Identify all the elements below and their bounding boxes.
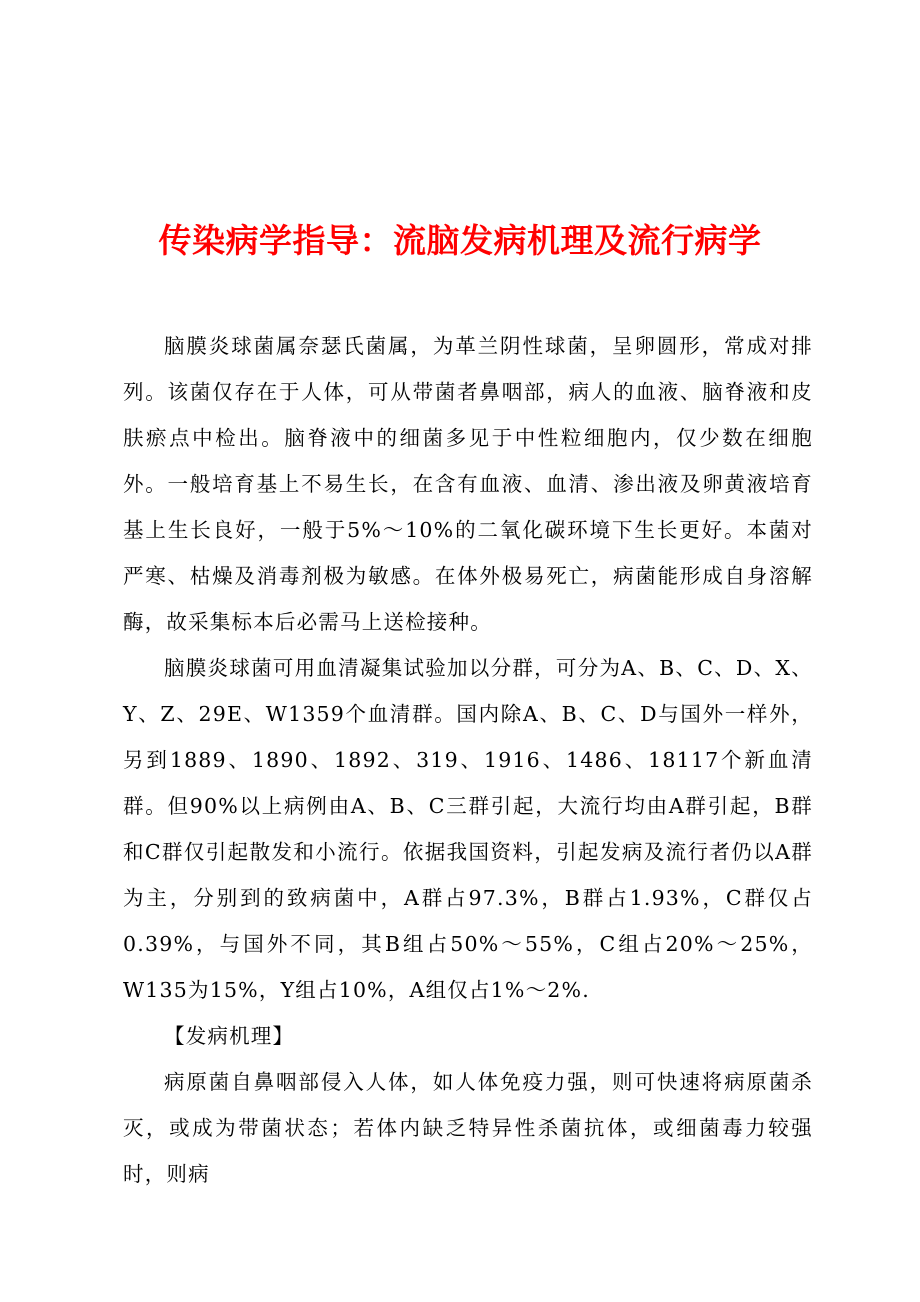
document-body [123,323,813,1197]
paragraph-bacteriology: 脑膜炎球菌属奈瑟氏菌属，为革兰阴性球菌，呈卵圆形，常成对排列。该菌仅存在于人体，可从带菌者鼻咽部，病人的血液、脑脊液和皮肤瘀点中检出。脑脊液中的细菌多见于中性粒细胞内，仅少数在细胞外。一般培育基上不易生长，在含有血液、血清、渗出液及卵黄液培育基上生长良好，一般于5%～10%的二氧化碳环境下生长更好。本菌对严寒、枯燥及消毒剂极为敏感。在体外极易死亡，病菌能形成自身溶解酶，故采集标本后必需马上送检接种。 [123,334,813,634]
paragraph-pathogenesis: 病原菌自鼻咽部侵入人体，如人体免疫力强，则可快速将病原菌杀灭，或成为带菌状态；若体内缺乏特异性杀菌抗体，或细菌毒力较强时，则病 [123,1070,813,1186]
paragraph-serogroups: 脑膜炎球菌可用血清凝集试验加以分群，可分为A、B、C、D、X、Y、Z、29E、W1359个血清群。国内除A、B、C、D与国外一样外，另到1889、1890、1892、319、1916、1486、18117个新血清群。但90%以上病例由A、B、C三群引起，大流行均由A群引起，B群和C群仅引起散发和小流行。依据我国资料，引起发病及流行者仍以A群为主，分别到的致病菌中，A群占97.3%，B群占1.93%，C群仅占0.39%，与国外不同，其B组占50%～55%，C组占20%～25%，W135为15%，Y组占10%，A组仅占1%～2%. [123,656,813,1002]
document-title: 传染病学指导：流脑发病机理及流行病学 [158,221,762,261]
section-heading-pathogenesis: 【发病机理】 [164,1024,295,1048]
